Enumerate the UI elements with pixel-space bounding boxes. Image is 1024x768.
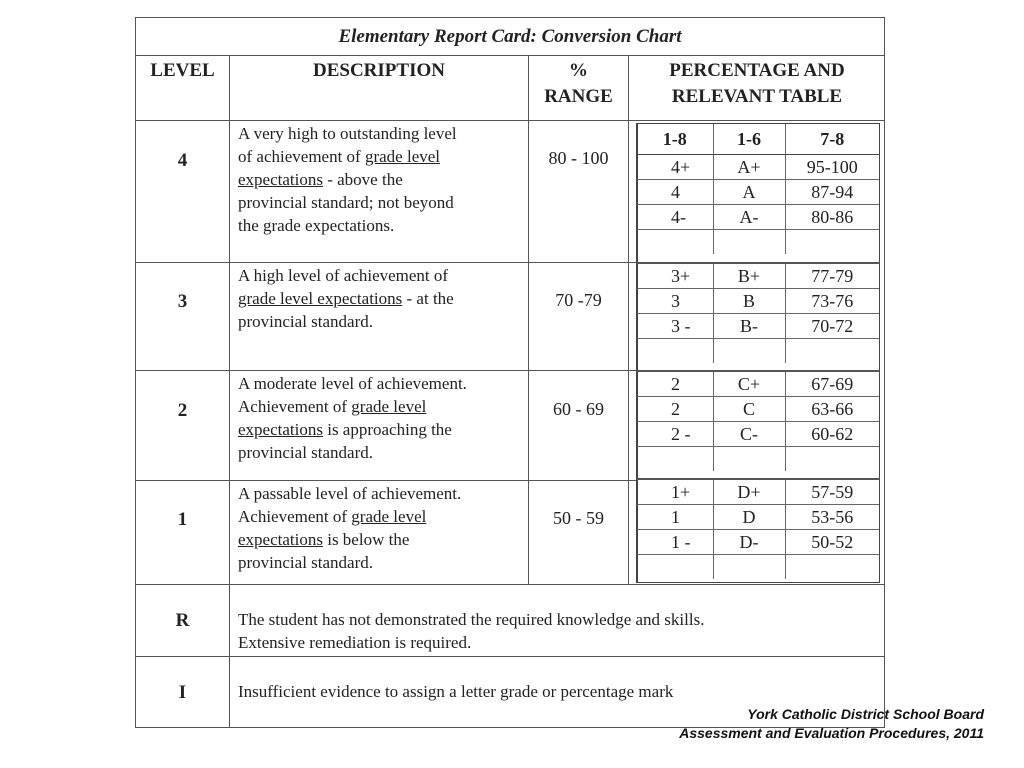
grade-cell	[713, 447, 785, 472]
header-range	[529, 58, 628, 110]
grade-head-7-8: 7-8	[785, 124, 879, 155]
grade-cell	[637, 339, 713, 364]
grade-cell: 4-	[637, 205, 713, 230]
grade-cell: 4+	[637, 155, 713, 180]
grade-cell	[785, 555, 879, 580]
header-percentage	[629, 58, 885, 110]
source-credit-line2: Assessment and Evaluation Procedures, 2011	[679, 725, 984, 741]
desc-line: provincial standard.	[238, 553, 374, 572]
grade-cell	[713, 230, 785, 255]
header-range-line2: RANGE	[544, 86, 613, 107]
table-row	[637, 505, 879, 530]
desc-text: is below the	[322, 530, 410, 549]
desc-underlined-term: expectations	[238, 530, 323, 549]
grade-cell: 3+	[637, 264, 713, 289]
level-3-description	[238, 264, 523, 333]
desc-underlined-term: expectations	[238, 420, 323, 439]
header-range-line1: %	[569, 60, 588, 81]
grade-head-1-6: 1-6	[713, 124, 785, 155]
grade-cell: 2 -	[637, 422, 713, 447]
table-row	[637, 555, 879, 580]
desc-line	[238, 418, 523, 441]
source-credit	[524, 705, 984, 743]
level-3-range: 70 -79	[555, 290, 602, 310]
grade-cell: 60-62	[785, 422, 879, 447]
level-1-label: 1	[177, 509, 188, 530]
grade-cell: 2	[637, 397, 713, 422]
desc-line: A high level of achievement of	[238, 266, 449, 285]
row-divider-2-1	[135, 480, 637, 481]
grade-cell: C	[713, 397, 785, 422]
row-divider-3-2	[135, 370, 637, 371]
desc-line	[238, 505, 523, 528]
desc-line: the grade expectations.	[238, 216, 395, 235]
desc-line: provincial standard.	[238, 312, 374, 331]
table-row	[637, 397, 879, 422]
grade-cell: D	[713, 505, 785, 530]
grade-cell	[785, 339, 879, 364]
table-row	[637, 480, 879, 505]
desc-text: is approaching the	[322, 420, 452, 439]
grade-cell: 1	[637, 505, 713, 530]
grade-cell: 57-59	[785, 480, 879, 505]
level-1-range: 50 - 59	[553, 508, 604, 528]
grade-cell	[637, 447, 713, 472]
level-i-label: I	[178, 682, 187, 703]
desc-line: A moderate level of achievement.	[238, 374, 467, 393]
level-2-range: 60 - 69	[553, 399, 604, 419]
grade-cell	[713, 339, 785, 364]
desc-line: A passable level of achievement.	[238, 484, 462, 503]
grade-cell: 87-94	[785, 180, 879, 205]
grade-cell	[785, 230, 879, 255]
grade-cell: 53-56	[785, 505, 879, 530]
level-1-description	[238, 482, 523, 574]
grade-cell: 3	[637, 289, 713, 314]
desc-line: A very high to outstanding level	[238, 124, 457, 143]
header-level: LEVEL	[150, 60, 215, 81]
grade-head-1-8: 1-8	[637, 124, 713, 155]
grade-cell: 4	[637, 180, 713, 205]
table-row	[637, 530, 879, 555]
row-divider-4-3	[135, 262, 637, 263]
range-column-divider	[628, 55, 629, 584]
grade-cell: D-	[713, 530, 785, 555]
grade-cell: A	[713, 180, 785, 205]
desc-text: Achievement of	[238, 397, 352, 416]
source-credit-line1: York Catholic District School Board	[747, 706, 984, 722]
grade-cell: 67-69	[785, 372, 879, 397]
table-row	[637, 447, 879, 472]
desc-line	[238, 528, 523, 551]
grade-table-level-4	[637, 124, 879, 254]
level-3-label: 3	[177, 291, 188, 312]
table-row	[637, 230, 879, 255]
grade-cell	[637, 555, 713, 580]
desc-line	[238, 145, 523, 168]
level-2-label: 2	[177, 400, 188, 421]
grade-cell: 80-86	[785, 205, 879, 230]
desc-text: - at the	[402, 289, 454, 308]
grade-cell: 70-72	[785, 314, 879, 339]
grade-cell: A-	[713, 205, 785, 230]
row-divider-1-r	[135, 584, 885, 585]
desc-line	[238, 168, 523, 191]
table-row	[637, 422, 879, 447]
grade-cell: 73-76	[785, 289, 879, 314]
chart-title: Elementary Report Card: Conversion Chart	[338, 26, 682, 47]
level-4-range: 80 - 100	[548, 148, 609, 168]
grade-cell: 50-52	[785, 530, 879, 555]
desc-line: provincial standard; not beyond	[238, 193, 454, 212]
grade-table-header	[637, 124, 879, 155]
level-4-description	[238, 122, 523, 237]
grade-cell	[713, 555, 785, 580]
table-row	[637, 339, 879, 364]
table-row	[637, 314, 879, 339]
row-divider-r-i	[135, 656, 885, 657]
level-column-divider	[229, 55, 230, 728]
header-percentage-line2: RELEVANT TABLE	[671, 86, 843, 107]
desc-line	[238, 287, 523, 310]
description-column-divider	[528, 55, 529, 584]
grade-cell: 95-100	[785, 155, 879, 180]
grade-cell: B-	[713, 314, 785, 339]
desc-line: The student has not demonstrated the required knowledge and skills.	[238, 610, 705, 629]
grade-cell	[785, 447, 879, 472]
title-divider	[135, 55, 885, 56]
table-row	[637, 180, 879, 205]
grade-cell	[637, 230, 713, 255]
desc-text: Achievement of	[238, 507, 352, 526]
level-i-description: Insufficient evidence to assign a letter grade or percentage mark	[238, 682, 674, 701]
grade-cell: 2	[637, 372, 713, 397]
grade-cell: D+	[713, 480, 785, 505]
table-row	[637, 264, 879, 289]
grade-cell: B+	[713, 264, 785, 289]
grade-table-level-2	[637, 372, 879, 471]
grade-cell: 77-79	[785, 264, 879, 289]
level-2-description	[238, 372, 523, 464]
header-percentage-line1: PERCENTAGE AND	[669, 60, 845, 81]
desc-underlined-term: grade level	[351, 397, 427, 416]
desc-line: Extensive remediation is required.	[238, 633, 472, 652]
header-divider	[135, 120, 885, 121]
header-description: DESCRIPTION	[313, 60, 445, 81]
desc-underlined-term: expectations	[238, 170, 323, 189]
table-row	[637, 372, 879, 397]
grade-cell: A+	[713, 155, 785, 180]
grade-cell: 63-66	[785, 397, 879, 422]
desc-underlined-term: grade level expectations	[238, 289, 403, 308]
desc-line: provincial standard.	[238, 443, 374, 462]
level-r-label: R	[175, 610, 190, 631]
grade-cell: 1 -	[637, 530, 713, 555]
grade-cell: C+	[713, 372, 785, 397]
table-row	[637, 205, 879, 230]
table-row	[637, 289, 879, 314]
desc-text: of achievement of	[238, 147, 365, 166]
desc-text: - above the	[322, 170, 403, 189]
grade-cell: 3 -	[637, 314, 713, 339]
desc-line	[238, 395, 523, 418]
grade-table-level-1	[637, 480, 879, 579]
level-4-label: 4	[177, 150, 188, 171]
table-row	[637, 155, 879, 180]
grade-cell: C-	[713, 422, 785, 447]
grade-table-level-3	[637, 264, 879, 363]
level-r-description	[238, 608, 858, 654]
desc-underlined-term: grade level	[351, 507, 427, 526]
grade-cell: 1+	[637, 480, 713, 505]
grade-cell: B	[713, 289, 785, 314]
desc-underlined-term: grade level	[364, 147, 441, 166]
